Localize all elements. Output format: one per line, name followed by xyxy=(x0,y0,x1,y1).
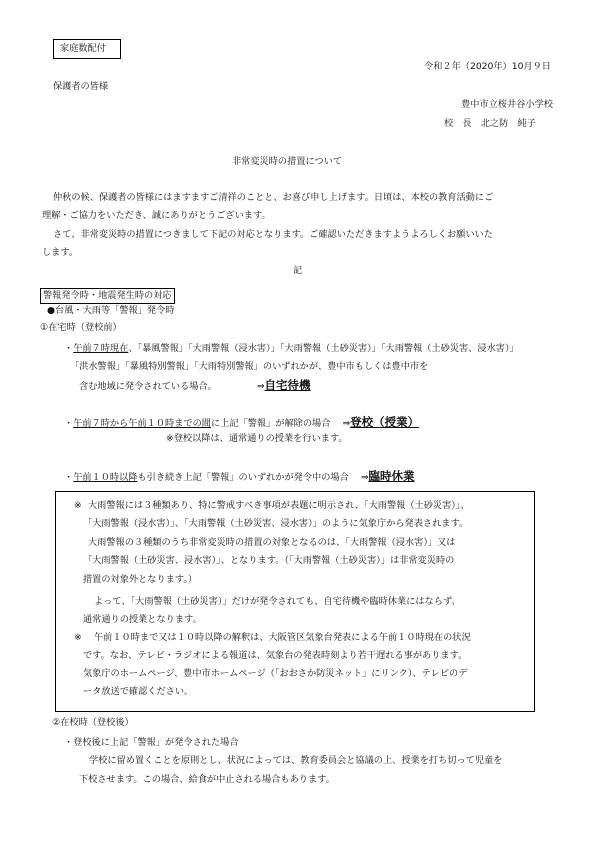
addressee: 保護者の皆様 xyxy=(53,81,109,92)
document-title: 非常変災時の措置について xyxy=(232,156,343,167)
note1-line3: 大雨警報の３種類のうち非常変災時の措置の対象となるのは、「大雨警報（浸水害）」又は xyxy=(88,537,456,548)
note2-line4: ータ放送で確認ください。 xyxy=(83,686,194,697)
action-stay-home: 自宅待機 xyxy=(264,378,311,392)
distribution-tag: 家庭数配付 xyxy=(53,39,121,59)
note1-line7: 通常通りの授業となります。 xyxy=(83,614,202,625)
case1-item1-line1: ・午前７時現在、「暴風警報」「大雨警報（浸水害）」「大雨警報（土砂災害）」「大雨警報（土砂災害、浸水害）」 xyxy=(64,343,519,354)
time-condition-7am: 午前７時現在 xyxy=(73,343,129,354)
note1-line6: よって、「大雨警報（土砂災害）」だけが発令されても、自宅待機や臨時休業にはならず、 xyxy=(94,596,461,607)
ki-heading: 記 xyxy=(293,265,303,276)
intro-line-3: さて、非常変災時の措置につきまして下記の対応となります。ご確認いただきますようよろしくお願いいた xyxy=(53,229,493,240)
case2-item: ・登校後に上記「警報」が発令された場合 xyxy=(64,737,239,748)
case1-item2-line1: ・午前７時から午前１０時までの間に上記「警報」が解除の場合 ⇒登校（授業） xyxy=(64,415,420,429)
note1-line5: 措置の対象外となります。） xyxy=(83,574,198,585)
time-condition-after-10: 午前１０時以降 xyxy=(73,472,138,483)
intro-line-1: 仲秋の候、保護者の皆様にはますますご清祥のことと、お喜び申し上げます。日頃は、本校の教育活動にご xyxy=(53,192,494,203)
case1-heading: ①在宅時（登校前） xyxy=(40,322,122,333)
issue-date: 令和２年（2020年）10月９日 xyxy=(424,61,551,72)
action-temporary-closure: 臨時休業 xyxy=(368,469,415,483)
subsection-heading: ●台風・大雨等「警報」発令時 xyxy=(47,305,175,316)
note1-mark: ※ xyxy=(74,500,82,511)
intro-line-2: 理解・ご協力をいただき、誠にありがとうございます。 xyxy=(42,210,271,221)
case2-body-line1: 学校に留め置くことを原則とし、状況によっては、教育委員会と協議の上、授業を打ち切って児童を xyxy=(89,755,503,766)
note2-mark: ※ xyxy=(74,632,82,643)
note2-line1: 午前１０時まで又は１０時以降の解釈は、大阪管区気象台発表による午前１０時現在の状況 xyxy=(94,632,471,643)
school-name: 豊中市立桜井谷小学校 xyxy=(461,99,553,110)
section-heading: 警報発令時・地震発生時の対応 xyxy=(40,288,175,304)
note2-line2: です。なお、テレビ・ラジオによる報道は、気象台の発表時刻より若干遅れる事があります。 xyxy=(83,650,468,661)
action-go-to-school: 登校（授業） xyxy=(350,415,420,429)
note1-line2: 「大雨警報（浸水害）」、「大雨警報（土砂災害、浸水害）」のように気象庁から発表されます。 xyxy=(83,518,469,529)
time-condition-7-to-10: 午前７時から午前１０時までの間 xyxy=(73,418,211,429)
note1-line1: 大雨警報には３種類あり、特に警戒すべき事項が表題に明示され、「大雨警報（土砂災害）」、 xyxy=(88,500,470,511)
case2-heading: ②在校時（登校後） xyxy=(52,717,134,728)
case2-body-line2: 下校させます。この場合、給食が中止される場合もあります。 xyxy=(79,774,335,785)
intro-line-4: します。 xyxy=(42,247,79,258)
case1-item3-line1: ・午前１０時以降も引き続き上記「警報」のいずれかが発令中の場合 ⇒臨時休業 xyxy=(64,469,415,483)
case1-item2-note: ※登校以降は、通常通りの授業を行います。 xyxy=(166,433,348,444)
note1-line4: 「大雨警報（土砂災害、浸水害）」、となります。（「大雨警報（土砂災害）」は非常変災時の xyxy=(83,555,455,566)
case1-item1-line2: 「洪水警報」「暴風特別警報」「大雨特別警報」のいずれかが、豊中市もしくは豊中市を xyxy=(70,361,429,372)
principal-name: 校 長 北之防 純子 xyxy=(444,118,536,129)
note2-line3: 気象庁のホームページ、豊中市ホームページ（「おおさか防災ネット」にリンク）、テレビのデ xyxy=(83,668,468,679)
case1-item1-line3: 含む地域に発令されている場合。 ⇒自宅待機 xyxy=(79,378,311,392)
